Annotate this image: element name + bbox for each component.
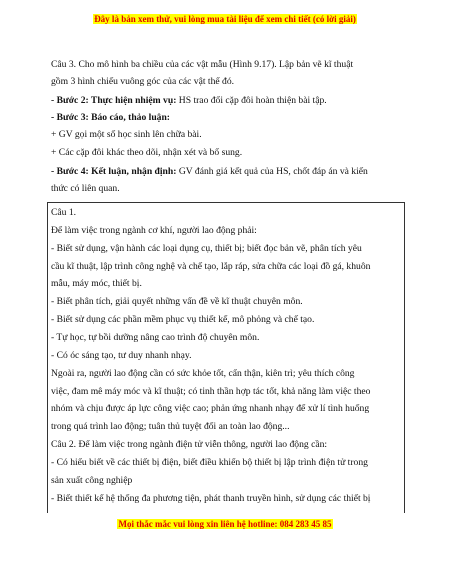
preview-banner bbox=[0, 14, 450, 24]
intro-line bbox=[51, 127, 403, 144]
answer-line: Câu 2. Để làm việc trong ngành điện tử viễn thông, người lao động cần: bbox=[51, 439, 328, 451]
answer-line: trong quá trình lao động; tuân thủ tuyệt đối an toàn lao động... bbox=[51, 421, 290, 433]
intro-line bbox=[51, 110, 403, 127]
hotline-text: Mọi thắc mắc vui lòng xin liên hệ hotline: 084 283 45 85 bbox=[118, 519, 332, 529]
answer-line: sản xuất công nghiệp bbox=[51, 474, 133, 486]
intro-line bbox=[51, 93, 403, 110]
answer-line: - Tự học, tự bồi dưỡng nâng cao trình độ chuyên môn. bbox=[51, 331, 260, 343]
answer-line: - Có hiểu biết về các thiết bị điện, biết điều khiển bộ thiết bị lập trình điện tử trong bbox=[51, 456, 368, 468]
answer-line: nhóm và chịu được áp lực công việc cao; phản ứng nhanh nhạy để xử lí tình huống bbox=[51, 403, 370, 415]
answer-line: việc, đam mê máy móc và kĩ thuật; có tinh thần hợp tác tốt, khả năng làm việc theo bbox=[51, 385, 371, 397]
answer-line: - Biết thiết kế hệ thống đa phương tiện, phát thanh truyền hình, sử dụng các thiết bị bbox=[51, 492, 371, 504]
answer-line: Để làm việc trong ngành cơ khí, người lao động phải: bbox=[51, 224, 257, 236]
hotline-banner bbox=[0, 519, 450, 529]
answer-line: - Có óc sáng tạo, tư duy nhanh nhạy. bbox=[51, 349, 192, 361]
answer-line: cầu kĩ thuật, lập trình công nghệ và chế tạo, lắp ráp, sửa chữa các loại đồ gá, khuôn bbox=[51, 260, 371, 272]
intro-text: + Các cặp đôi khác theo dõi, nhận xét và bổ sung. bbox=[51, 147, 243, 158]
intro-text: thức có liên quan. bbox=[51, 183, 120, 194]
answer-line: - Biết sử dụng các phần mềm phục vụ thiết kế, mô phỏng và chế tạo. bbox=[51, 314, 315, 326]
intro-text: + GV gọi một số học sinh lên chữa bài. bbox=[51, 129, 202, 140]
step-heading: - Bước 2: Thực hiện nhiệm vụ: bbox=[51, 95, 177, 106]
intro-line bbox=[51, 74, 403, 91]
intro-line bbox=[51, 164, 403, 181]
intro-text: GV đánh giá kết quả của HS, chốt đáp án và kiến bbox=[176, 166, 368, 177]
answer-line: Câu 1. bbox=[51, 207, 77, 218]
preview-banner-text: Đây là bản xem thử, vui lòng mua tài liệu để xem chi tiết (có lời giải) bbox=[94, 14, 356, 24]
answer-line: mẫu, máy móc, thiết bị. bbox=[51, 278, 142, 290]
answer-line: Ngoài ra, người lao động cần có sức khỏe tốt, cẩn thận, kiên trì; yêu thích công bbox=[51, 367, 355, 379]
intro-text: HS trao đổi cặp đôi hoàn thiện bài tập. bbox=[176, 95, 327, 106]
step-heading: - Bước 4: Kết luận, nhận định: bbox=[51, 166, 177, 177]
step-heading: - Bước 3: Báo cáo, thảo luận: bbox=[51, 112, 170, 123]
answer-line: - Biết phân tích, giải quyết những vấn đề về kĩ thuật chuyên môn. bbox=[51, 296, 303, 308]
answer-line: - Biết sử dụng, vận hành các loại dụng cụ, thiết bị; biết đọc bản vẽ, phân tích yêu bbox=[51, 242, 362, 254]
intro-text: Câu 3. Cho mô hình ba chiều của các vật mẫu (Hình 9.17). Lập bản vẽ kĩ thuật bbox=[51, 59, 354, 70]
intro-line bbox=[51, 145, 403, 162]
intro-line bbox=[51, 181, 403, 198]
intro-text: gồm 3 hình chiếu vuông góc của các vật thể đó. bbox=[51, 76, 235, 87]
answer-box bbox=[47, 202, 405, 513]
intro-line bbox=[51, 57, 403, 74]
